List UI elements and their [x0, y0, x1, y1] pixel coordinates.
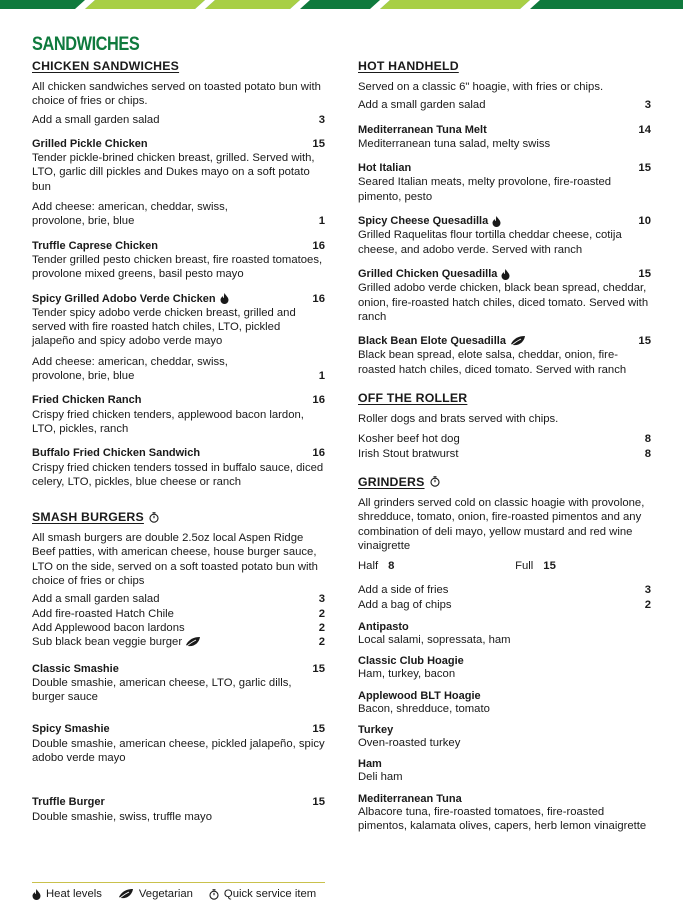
item-name: Mediterranean Tuna: [358, 792, 462, 805]
flame-icon: [492, 216, 501, 227]
item-description: Seared Italian meats, melty provolone, fire-roasted pimento, pesto: [358, 176, 612, 203]
addon-label: Add a small garden salad: [32, 113, 160, 126]
addon-price: 2: [318, 607, 325, 620]
section-title: GRINDERS: [358, 474, 425, 489]
item-description: Oven-roasted turkey: [358, 736, 461, 749]
grinders-header: [358, 474, 651, 490]
item-description: Double smashie, american cheese, LTO, garlic dills, burger sauce: [32, 676, 292, 704]
item-price: 15: [312, 137, 325, 150]
item-name-row: [358, 334, 526, 348]
item-name: Truffle Caprese Chicken: [32, 239, 158, 252]
roller-item: [358, 447, 651, 461]
item-description: Ham, turkey, bacon: [358, 668, 456, 681]
item-name: Black Bean Elote Quesadilla: [358, 335, 506, 348]
addon-price: 2: [318, 636, 325, 649]
item-description: Black bean spread, elote salsa, cheddar, onion, fire-roasted hatch chiles, diced tomato. Served with ranch: [358, 349, 627, 376]
smash-addon: [32, 607, 325, 621]
hot-handheld-header: [358, 58, 651, 74]
item-description: Double smashie, american cheese, pickled jalapeño, spicy adobo verde mayo: [32, 737, 325, 764]
item-description: Grilled adobo verde chicken, black bean spread, cheddar, onion, fire-roasted hatch chiles, diced tomato. Served with ranch: [358, 282, 649, 323]
leaf-icon: [185, 636, 201, 648]
item-label: Kosher beef hot dog: [358, 433, 460, 446]
item-name: Spicy Smashie: [32, 723, 110, 736]
leaf-icon: [510, 335, 526, 347]
addon-price: 3: [318, 113, 325, 126]
item-price: 15: [312, 662, 325, 675]
half-price: 8: [388, 560, 395, 573]
addon-price: 3: [318, 593, 325, 606]
item-price: 8: [644, 433, 651, 446]
addon-label: Add cheese: american, cheddar, swiss, provolone, brie, blue: [32, 355, 228, 383]
hot-salad-addon: [358, 98, 651, 112]
item-description: Grilled Raquelitas flour tortilla cheddar cheese, cotija cheese, and adobo verde. Served with ranch: [358, 229, 622, 256]
item-name: Buffalo Fried Chicken Sandwich: [32, 447, 201, 460]
menu-item-spicy-cheese-quesadilla: [358, 214, 651, 257]
item-name: Turkey: [358, 723, 394, 736]
addon-price: 3: [644, 584, 651, 597]
item-description: Crispy fried chicken tenders tossed in buffalo sauce, diced celery, LTO, pickles, blue cheese or ranch: [32, 461, 324, 488]
item-name-row: [32, 292, 229, 306]
legend-quick-service: [209, 888, 316, 900]
item-name: Fried Chicken Ranch: [32, 394, 142, 407]
cheese-addon: [32, 200, 325, 229]
grinder-addon: [358, 598, 651, 612]
legend-vegetarian: [118, 888, 193, 900]
stopwatch-icon: [149, 512, 159, 523]
menu-item-grilled-pickle-chicken: [32, 137, 325, 229]
item-name: Grilled Chicken Quesadilla: [358, 267, 498, 280]
item-name: Applewood BLT Hoagie: [358, 689, 481, 702]
menu-item-fried-chicken-ranch: [32, 393, 325, 436]
icon-legend: [32, 888, 332, 900]
menu-item-truffle-burger: [32, 795, 325, 824]
section-title: HOT HANDHELD: [358, 59, 459, 73]
addon-label: Add a small garden salad: [32, 593, 160, 606]
addon-price: 1: [318, 215, 325, 228]
item-price: 10: [638, 215, 651, 228]
full-label: Full: [515, 560, 534, 573]
item-description: Tender grilled pesto chicken breast, fire roasted tomatoes, provolone mixed greens, basil pesto mayo: [32, 253, 323, 281]
stopwatch-icon: [209, 889, 219, 900]
legend-label: Heat levels: [46, 888, 102, 900]
chicken-sandwiches-section: [32, 58, 325, 489]
left-column: [32, 58, 325, 824]
legend-label: Quick service item: [223, 888, 317, 900]
addon-label: Add a small garden salad: [358, 99, 486, 112]
item-name: Spicy Cheese Quesadilla: [358, 215, 489, 228]
item-price: 15: [312, 723, 325, 736]
item-name: Grilled Pickle Chicken: [32, 137, 148, 150]
item-name: Hot Italian: [358, 162, 412, 175]
grinders-intro: All grinders served cold on classic hoagie with provolone, shredduce, tomato, onion, fire-roasted pimentos and any combination of deli mayo, yellow mustard and red wine vinaigrette: [358, 496, 645, 552]
item-price: 16: [312, 447, 325, 460]
top-stripe-bar: [0, 0, 683, 9]
menu-item-turkey: [358, 724, 651, 750]
addon-price: 2: [644, 598, 651, 611]
menu-item-truffle-caprese-chicken: [32, 239, 325, 282]
item-name: Truffle Burger: [32, 796, 105, 809]
smash-addon: [32, 592, 325, 606]
menu-item-mediterranean-tuna: [358, 793, 651, 834]
item-name: Spicy Grilled Adobo Verde Chicken: [32, 292, 216, 305]
menu-item-antipasto: [358, 621, 651, 647]
item-name: Mediterranean Tuna Melt: [358, 123, 487, 136]
item-price: 15: [638, 162, 651, 175]
section-title: CHICKEN SANDWICHES: [32, 59, 180, 73]
item-name: Antipasto: [358, 621, 409, 634]
addon-label: Add Applewood bacon lardons: [32, 621, 185, 634]
hot-intro: Served on a classic 6" hoagie, with fries or chips.: [358, 81, 604, 93]
item-price: 16: [312, 394, 325, 407]
menu-item-classic-smashie: [32, 662, 325, 705]
full-price: 15: [543, 560, 556, 573]
grinder-size-prices: [358, 559, 651, 573]
menu-item-hot-italian: [358, 161, 651, 204]
item-price: 15: [312, 796, 325, 809]
chicken-sandwiches-header: [32, 58, 325, 74]
menu-item-black-bean-elote-quesadilla: [358, 334, 651, 377]
half-label: Half: [358, 560, 379, 573]
section-title: OFF THE ROLLER: [358, 391, 468, 406]
legend-divider: [32, 882, 325, 883]
item-price: 16: [312, 239, 325, 252]
item-description: Double smashie, swiss, truffle mayo: [32, 810, 212, 823]
addon-price: 2: [318, 621, 325, 634]
addon-label: Add a side of fries: [358, 584, 449, 597]
hot-handheld-section: [358, 58, 651, 377]
addon-price: 1: [318, 370, 325, 383]
menu-item-spicy-grilled-adobo-verde-chicken: [32, 292, 325, 384]
smash-burgers-header: [32, 509, 325, 525]
item-name: Ham: [358, 758, 382, 771]
menu-item-classic-club-hoagie: [358, 655, 651, 681]
smash-addon: [32, 621, 325, 635]
item-price: 15: [638, 267, 651, 280]
off-the-roller-section: [358, 390, 651, 461]
item-price: 15: [638, 335, 651, 348]
item-description: Local salami, sopressata, ham: [358, 634, 511, 647]
menu-item-applewood-blt-hoagie: [358, 690, 651, 716]
menu-item-ham: [358, 758, 651, 784]
grinders-section: [358, 474, 651, 833]
item-name: Classic Smashie: [32, 662, 119, 675]
item-description: Mediterranean tuna salad, melty swiss: [358, 137, 551, 150]
menu-item-spicy-smashie: [32, 722, 325, 765]
addon-label-row: [32, 635, 201, 649]
addon-label: Sub black bean veggie burger: [32, 636, 183, 649]
item-price: 8: [644, 447, 651, 460]
item-name-row: [358, 214, 501, 228]
item-description: Tender pickle-brined chicken breast, grilled. Served with, LTO, garlic dill pickles and Dukes mayo on a soft potato bun: [32, 152, 315, 193]
menu-item-mediterranean-tuna-melt: [358, 123, 651, 152]
leaf-icon: [118, 888, 134, 900]
item-price: 16: [312, 292, 325, 305]
page-title: SANDWICHES: [32, 34, 140, 55]
item-price: 14: [638, 123, 651, 136]
stopwatch-icon: [430, 476, 440, 487]
addon-label: Add fire-roasted Hatch Chile: [32, 607, 174, 620]
roller-item: [358, 432, 651, 446]
flame-icon: [220, 293, 229, 304]
legend-heat: [32, 888, 102, 900]
item-description: Crispy fried chicken tenders, applewood bacon lardon, LTO, pickles, ranch: [32, 408, 304, 435]
item-description: Deli ham: [358, 771, 403, 784]
smash-burgers-section: [32, 509, 325, 824]
chicken-intro: All chicken sandwiches served on toasted potato bun with choice of fries or chips.: [32, 81, 321, 108]
item-description: Tender spicy adobo verde chicken breast, grilled and served with fire roasted hatch chiles, LTO, pickled jalapeño and spicy adobo verde mayo: [32, 306, 296, 348]
item-description: Bacon, shredduce, tomato: [358, 702, 490, 715]
right-column: [358, 58, 651, 833]
flame-icon: [501, 269, 510, 280]
cheese-addon: [32, 355, 325, 384]
addon-price: 3: [644, 99, 651, 112]
grinder-addon: [358, 583, 651, 597]
smash-intro: All smash burgers are double 2.5oz local Aspen Ridge Beef patties, with american cheese, house burger sauce, LTO on the side, served on a soft toasted potato bun with choice of fries or chips: [32, 532, 318, 588]
menu-item-buffalo-fried-chicken-sandwich: [32, 446, 325, 489]
item-name-row: [358, 267, 510, 281]
item-label: Irish Stout bratwurst: [358, 447, 459, 460]
legend-label: Vegetarian: [138, 888, 193, 900]
item-name: Classic Club Hoagie: [358, 655, 464, 668]
off-the-roller-header: [358, 390, 651, 406]
item-description: Albacore tuna, fire-roasted tomatoes, fire-roasted pimentos, kalamata olives, capers, herb lemon vinaigrette: [358, 805, 647, 832]
smash-addon: [32, 635, 325, 649]
section-title: SMASH BURGERS: [32, 510, 144, 525]
roller-intro: Roller dogs and brats served with chips.: [358, 413, 559, 426]
flame-icon: [32, 889, 41, 900]
addon-label: Add cheese: american, cheddar, swiss, provolone, brie, blue: [32, 201, 228, 228]
addon-label: Add a bag of chips: [358, 598, 452, 611]
chicken-salad-addon: [32, 113, 325, 127]
menu-item-grilled-chicken-quesadilla: [358, 267, 651, 324]
